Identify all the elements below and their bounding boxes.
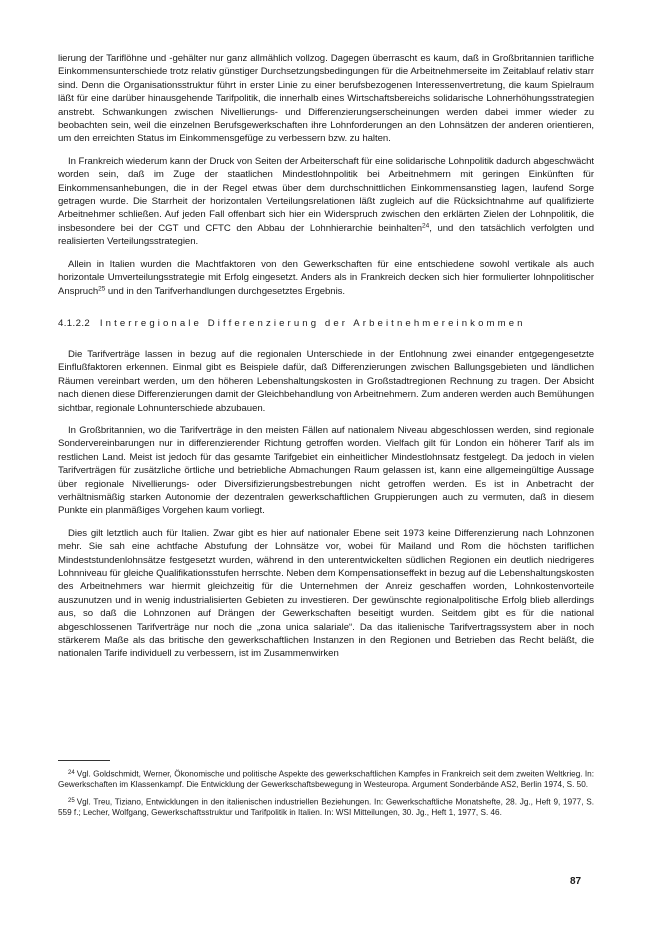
paragraph-text: und in den Tarifverhandlungen durchgesetztes Ergebnis. [105,285,346,297]
paragraph-uk-regional: In Großbritannien, wo die Tarifverträge in den meisten Fällen auf nationalem Niveau abgeschlossen werden, sind regionale Sondervereinbarungen nur in differenzierender Richtung getroffen worden. Vielfach gilt für London ein höherer Tarif als im restlichen Land. Meist ist jedoch für das gesamte Tarifgebiet ein einheitlicher Mindestlohnsatz festgelegt. Da jedoch in vielen Tarifverträgen für zusätzliche örtliche und betriebliche Abmachungen Raum gelassen ist, kann eine allgemeingültige Aussage über regionale Nivellierungs- oder Diversifizierungsbestrebungen nicht getroffen werden. Es ist in Anbetracht der verhältnismäßig starken Autonomie der dezentralen gewerkschaftlichen Gruppierungen auch zu vermuten, daß in diesem Punkte ein planmäßiges Vorgehen kaum vorliegt. [58,424,594,517]
footnotes [58,768,594,823]
paragraph-france-wage-policy [58,155,594,249]
section-number: 4.1.2.2 [58,317,91,329]
section-title: Interregionale Differenzierung der Arbeitnehmereinkommen [99,317,526,329]
footnote-24 [58,768,594,791]
page-body [58,52,594,670]
paragraph-regional-differences: Die Tarifverträge lassen in bezug auf die regionalen Unterschiede in der Entlohnung zwei einander entgegengesetzte Einflußfaktoren erkennen. Einmal gibt es Beispiele dafür, daß Differenzierungen zwischen Ballungsgebieten und ländlichen Räumen vereinbart werden, um den höheren Lebenshaltungskosten in Großstadtregionen Rechnung zu tragen. Der Absicht nach dienen diese Differenzierungen damit der Gleichbehandlung von Arbeitnehmern. Zum anderen werden auch Bemühungen sichtbar, regionale Lohnunterschiede abzubauen. [58,348,594,414]
paragraph-uk-wage-structure: lierung der Tariflöhne und -gehälter nur ganz allmählich vollzog. Dagegen überrascht es kaum, daß in Großbritannien tarifliche Einkommensunterschiede trotz relativ günstiger Durchsetzungsbedingungen für die Arbeitnehmerseite im Zeitablauf relativ starr sind. Denn die Organisationsstruktur führt in erster Linie zu einer berufsbezogenen Interessenvertretung, die kaum Spielraum läßt für eine darüber hinausgehende Tarifpolitik, die innerhalb eines Wirtschaftsbereichs solidarische Lohnerhöhungsstrategien anstrebt. Schwankungen zwischen Nivellierungs- und Differenzierungserscheinungen werden dabei immer wieder zu beobachten sein, weil die einzelnen Berufsgewerkschaften ihre Lohnforderungen an den Lohnsätzen der anderen orientieren, um den erreichten Status im Einkommensgefüge zu verbessern bzw. zu halten. [58,53,594,145]
footnote-text: Vgl. Goldschmidt, Werner, Ökonomische und politische Aspekte des gewerkschaftlichen Kampfes in Frankreich seit dem zweiten Weltkrieg. In: Gewerkschaften im Klassenkampf. Die Entwicklung der Gewerkschaftsbewegung in Westeuropa. Argument Sonderbände AS2, Berlin 1974, S. 50. [58,769,594,790]
footnote-text: Vgl. Treu, Tiziano, Entwicklungen in den italienischen industriellen Beziehungen. In: Gewerkschaftliche Monatshefte, 28. Jg., Heft 9, 1977, S. 559 f.; Lecher, Wolfgang, Gewerkschaftsstruktur und Tarifpolitik in Italien. In: WSI Mitteilungen, 30. Jg., Heft 1, 1977, S. 46. [58,797,594,817]
paragraph-italy-redistribution [58,258,594,298]
page-number: 87 [570,876,582,887]
footnote-ref-24[interactable]: 24 [422,222,430,230]
footnote-ref-25[interactable]: 25 [98,285,106,292]
paragraph-text: Allein in Italien wurden die Machtfaktoren von den Gewerkschaften für eine entschiedene sowohl vertikale als auch horizontale Umverteilungsstrategie mit Erfolg eingesetzt. Anders als in Frankreich decken sich hier formulierter lohnpolitischer Anspruch [58,258,594,297]
paragraph-text: In Frankreich wiederum kann der Druck von Seiten der Arbeiterschaft für eine solidarische Lohnpolitik dadurch abgeschwächt worden sein, daß im Zuge der staatlichen Mindestlohnpolitik bei Arbeitnehmern mit geringen Einkünften für Einkommensanhebungen, die in der Regel etwas über dem durchschnittlichen Einkommensanstieg lagen, laufend Sorge getragen wurde. Die Starrheit der horizontalen Verteilungsrelationen läßt zugleich auf die Rücksichtnahme auf qualifizierte Arbeitnehmer schließen. Auf jeden Fall offenbart sich hier ein Widerspruch zwischen den erklärten Zielen der Lohnpolitik, die insbesondere bei der CGT und CFTC den Abbau der Lohnhierarchie beinhalten [58,155,594,234]
footnote-25 [58,796,594,819]
footnote-mark: 24 [68,770,75,776]
footnote-mark: 25 [68,797,75,804]
paragraph-italy-regional: Dies gilt letztlich auch für Italien. Zwar gibt es hier auf nationaler Ebene seit 1973 keine Differenzierung nach Lohnzonen mehr. Sie sah eine achtfache Abstufung der Lohnsätze vor, wobei für Mailand und Rom die höchsten tariflichen Mindeststundenlohnsätze festgesetzt wurden, während in den unterentwickelten südlichen Regionen ein deutlich niedrigeres Lohnniveau für gleiche Qualifikationsstufen herrschte. Neben dem Kompensationseffekt in bezug auf die Lebenshaltungskosten des Arbeitnehmers war hiermit gleichzeitig für die Unternehmen der Anreiz geschaffen worden, Lohnkostenvorteile auszunutzen und in wenig industrialisierten Gebieten zu investieren. Der gewünschte regionalpolitische Erfolg blieb allerdings aus, so daß die Lohnzonen auf Drängen der Gewerkschaften beseitigt wurden. Seitdem gibt es für die national abgeschlossenen Tarifverträge nur noch die „zona unica salariale“. Da das italienische Tarifvertragssystem aber in noch stärkerem Maße als das britische den gewerkschaftlichen Instanzen in den Regionen und Betrieben das Recht beläßt, die nationalen Tarife individuell zu verbessern, ist im Zusammenwirken [58,527,594,660]
section-heading [58,318,594,329]
paragraph-text: , und den tatsächlich verfolgten und realisierten Verteilungsstrategien. [58,222,594,248]
footnote-divider [58,760,110,761]
